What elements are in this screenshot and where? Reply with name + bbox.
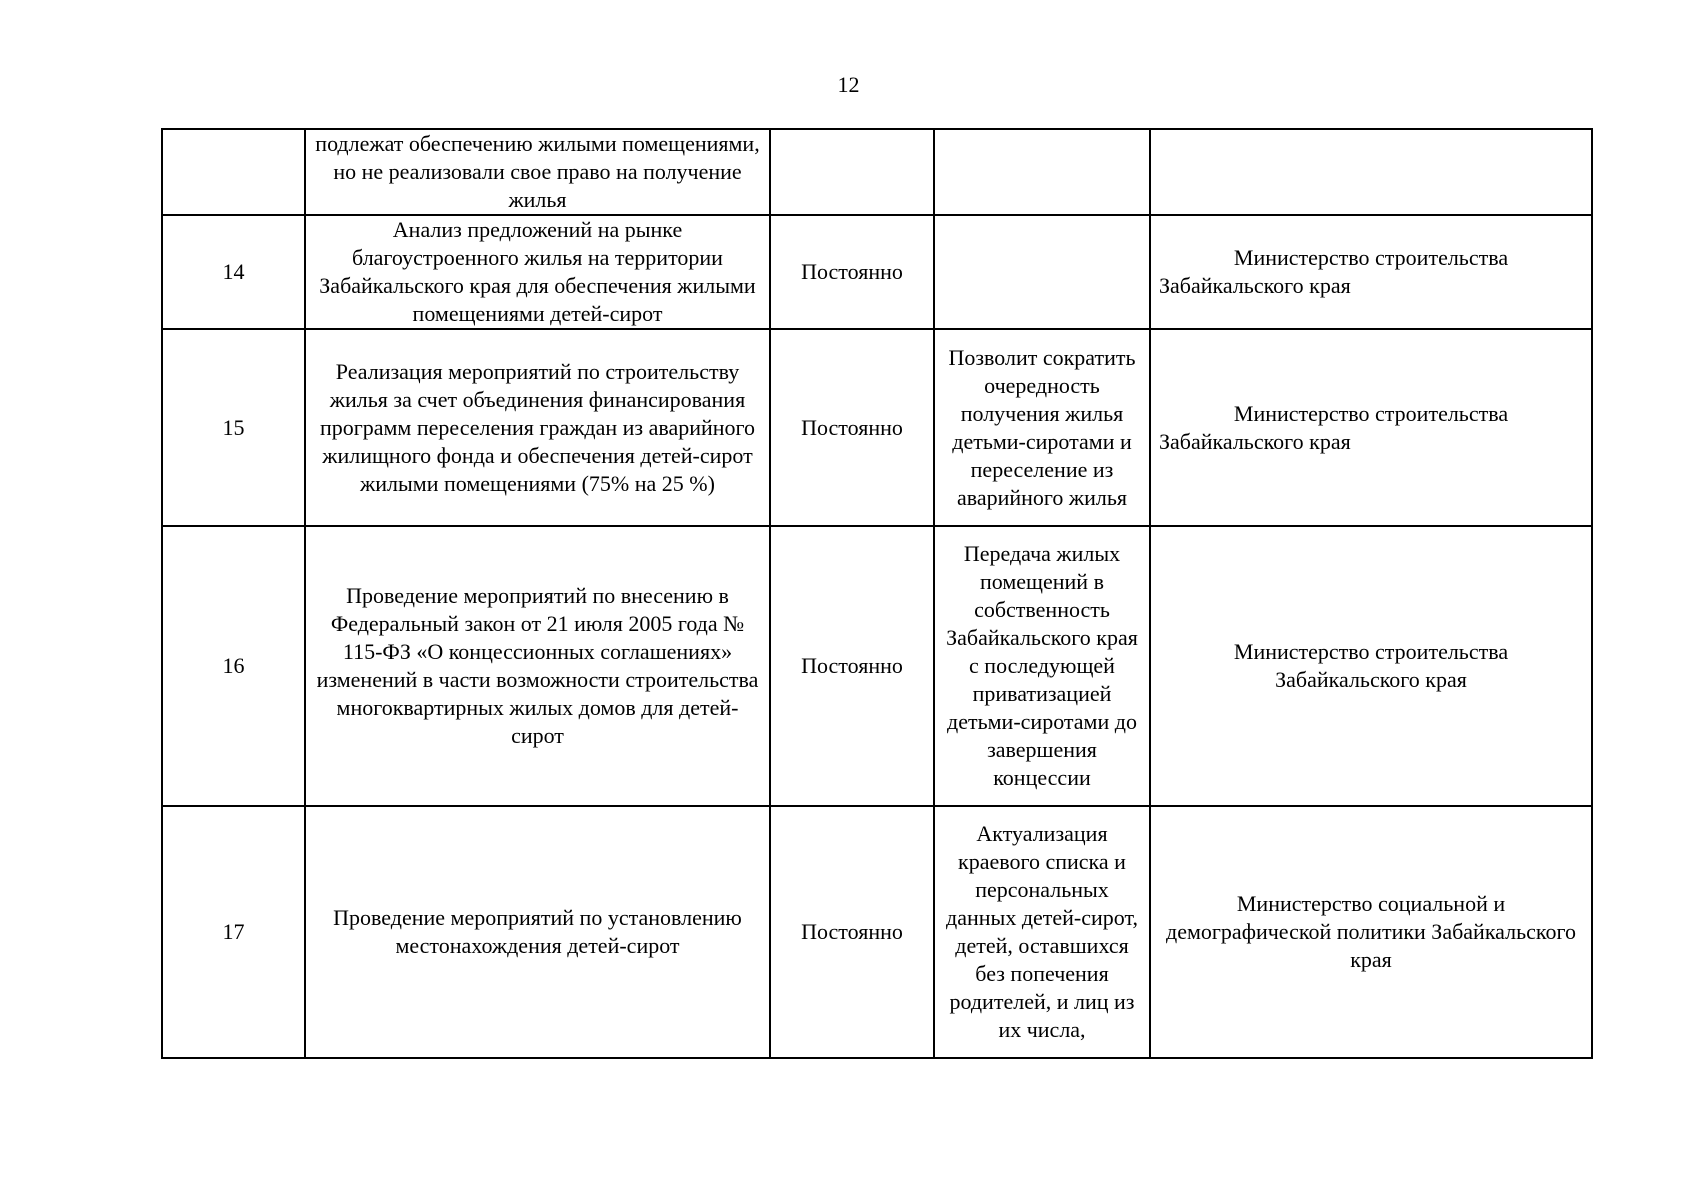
row-number-cell: 14 bbox=[162, 215, 305, 329]
responsible-cell: Министерство социальной и демографической политики Забайкальского края bbox=[1150, 806, 1592, 1058]
responsible-cell: Министерство строительства Забайкальского края bbox=[1150, 329, 1592, 526]
row-number-cell: 16 bbox=[162, 526, 305, 806]
result-cell: Актуализация краевого списка и персональных данных детей-сирот, детей, оставшихся без попечения родителей, и лиц из их числа, bbox=[934, 806, 1150, 1058]
activities-table bbox=[161, 128, 1593, 1059]
table-row bbox=[162, 215, 1592, 329]
activity-cell: Реализация мероприятий по строительству жилья за счет объединения финансирования программ переселения граждан из аварийного жилищного фонда и обеспечения детей-сирот жилыми помещениями (75% на 25 %) bbox=[305, 329, 770, 526]
row-number-cell: 15 bbox=[162, 329, 305, 526]
table-row bbox=[162, 329, 1592, 526]
activity-cell: Проведение мероприятий по внесению в Федеральный закон от 21 июля 2005 года № 115-ФЗ «О концессионных соглашениях» изменений в части возможности строительства многоквартирных жилых домов для детей-сирот bbox=[305, 526, 770, 806]
result-cell: Передача жилых помещений в собственность Забайкальского края с последующей приватизацией детьми-сиротами до завершения концессии bbox=[934, 526, 1150, 806]
responsible-cell: Министерство строительства Забайкальского края bbox=[1150, 215, 1592, 329]
row-number-cell: 17 bbox=[162, 806, 305, 1058]
table-row bbox=[162, 129, 1592, 215]
result-cell: Позволит сократить очередность получения жилья детьми-сиротами и переселение из аварийного жилья bbox=[934, 329, 1150, 526]
responsible-cell bbox=[1150, 129, 1592, 215]
table-row bbox=[162, 526, 1592, 806]
result-cell bbox=[934, 129, 1150, 215]
term-cell: Постоянно bbox=[770, 215, 934, 329]
activity-cell: подлежат обеспечению жилыми помещениями, но не реализовали свое право на получение жилья bbox=[305, 129, 770, 215]
result-cell bbox=[934, 215, 1150, 329]
activity-cell: Проведение мероприятий по установлению местонахождения детей-сирот bbox=[305, 806, 770, 1058]
responsible-cell: Министерство строительства Забайкальского края bbox=[1150, 526, 1592, 806]
row-number-cell bbox=[162, 129, 305, 215]
activity-cell: Анализ предложений на рынке благоустроенного жилья на территории Забайкальского края для обеспечения жилыми помещениями детей-сирот bbox=[305, 215, 770, 329]
term-cell bbox=[770, 129, 934, 215]
page-number: 12 bbox=[837, 72, 860, 97]
term-cell: Постоянно bbox=[770, 329, 934, 526]
term-cell: Постоянно bbox=[770, 806, 934, 1058]
table-row bbox=[162, 806, 1592, 1058]
term-cell: Постоянно bbox=[770, 526, 934, 806]
